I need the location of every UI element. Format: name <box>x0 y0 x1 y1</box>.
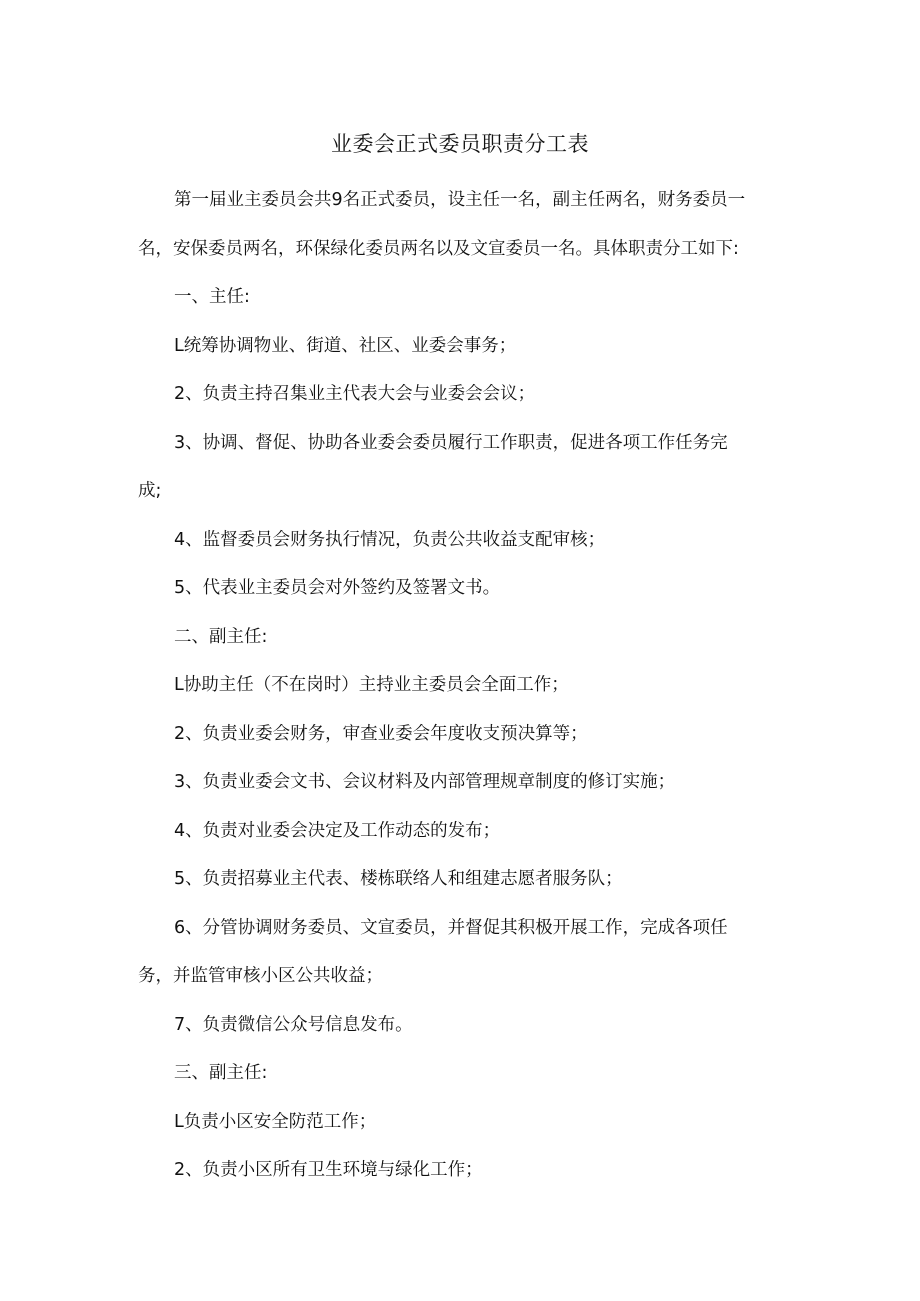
section-heading: 一、主任: <box>174 287 250 307</box>
document-body <box>138 176 782 1195</box>
list-item: L协助主任（不在岗时）主持业主委员会全面工作； <box>174 675 569 695</box>
list-item: 2、负责小区所有卫生环境与绿化工作； <box>174 1160 483 1180</box>
list-item-continuation: 成; <box>138 481 162 501</box>
list-item: 7、负责微信公众号信息发布。 <box>174 1014 413 1035</box>
list-item: 4、负责对业委会决定及工作动态的发布； <box>174 820 501 841</box>
paragraph-line: 名，安保委员两名，环保绿化委员两名以及文宣委员一名。具体职责分工如下: <box>138 238 739 259</box>
list-item: L负责小区安全防范工作； <box>174 1111 377 1132</box>
list-item: 4、监督委员会财务执行情况，负责公共收益支配审核； <box>174 529 606 550</box>
section-heading: 二、副主任: <box>174 626 268 647</box>
list-item: 2、负责业委会财务，审查业委会年度收支预决算等； <box>174 723 588 744</box>
list-item: 3、协调、督促、协助各业委会委员履行工作职责，促进各项工作任务完 <box>174 432 728 453</box>
list-item: 2、负责主持召集业主代表大会与业委会会议； <box>174 384 536 404</box>
list-item: 6、分管协调财务委员、文宣委员，并督促其积极开展工作，完成各项任 <box>174 917 728 938</box>
paragraph-line: 第一届业主委员会共9名正式委员，设主任一名，副主任两名，财务委员一 <box>174 190 746 210</box>
document-title: 业委会正式委员职责分工表 <box>331 132 589 156</box>
list-item: 3、负责业委会文书、会议材料及内部管理规章制度的修订实施； <box>174 772 676 792</box>
list-item: L统筹协调物业、街道、社区、业委会事务； <box>174 335 517 356</box>
list-item-continuation: 务，并监管审核小区公共收益； <box>138 966 383 986</box>
list-item: 5、负责招募业主代表、楼栋联络人和组建志愿者服务队； <box>174 869 623 889</box>
section-heading: 三、副主任: <box>174 1063 268 1083</box>
list-item: 5、代表业主委员会对外签约及签署文书。 <box>174 578 501 598</box>
